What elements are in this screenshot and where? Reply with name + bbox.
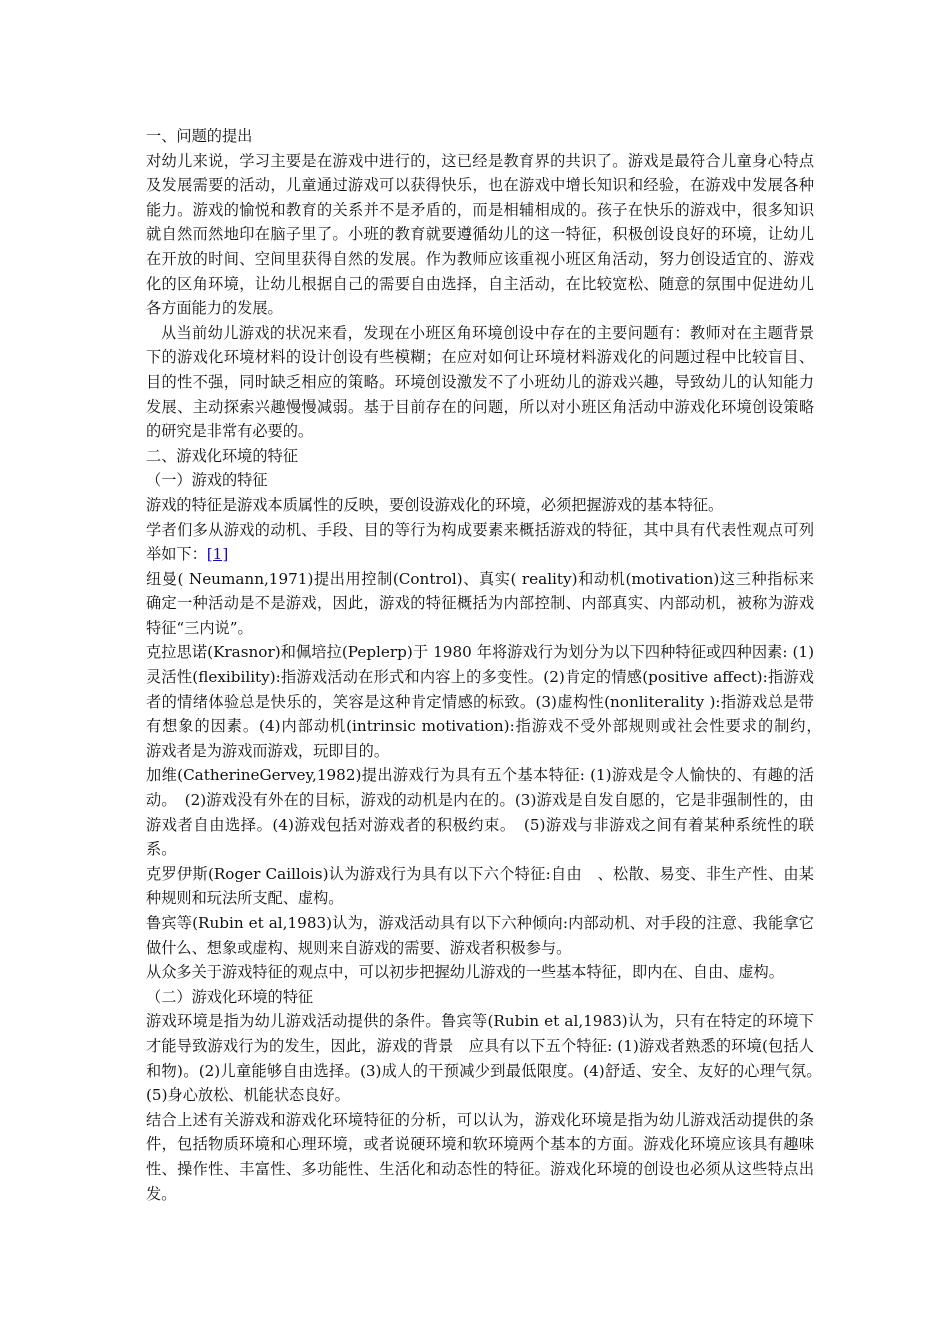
subheading-environment-features: （二）游戏化环境的特征 (146, 987, 314, 1006)
paragraph-garvey: 加维(CatherineGervey,1982)提出游戏行为具有五个基本特征: (1)游戏是令人愉快的、有趣的活动。 (2)游戏没有外在的目标，游戏的动机是内在的。(3)游戏是自发自愿的，它是非强制性的，由游戏者自由选择。(4)游戏包括对游戏者的积极约束。 (5)游戏与非游戏之间有着某种系统性的联系。 (146, 766, 814, 859)
paragraph-intro: 对幼儿来说，学习主要是在游戏中进行的，这已经是教育界的共识了。游戏是最符合儿童身心特点及发展需要的活动，儿童通过游戏可以获得快乐，也在游戏中增长知识和经验，在游戏中发展各种能力。游戏的愉悦和教育的关系并不是矛盾的，而是相辅相成的。孩子在快乐的游戏中，很多知识就自然而然地印在脑子里了。小班的教育就要遵循幼儿的这一特征，积极创设良好的环境，让幼儿在开放的时间、空间里获得自然的发展。作为教师应该重视小班区角活动，努力创设适宜的、游戏化的区角环境，让幼儿根据自己的需要自由选择，自主活动，在比较宽松、随意的氛围中促进幼儿各方面能力的发展。 (146, 151, 814, 318)
paragraph-krasnor: 克拉思诺(Krasnor)和佩培拉(Peplerp)于 1980 年将游戏行为划分为以下四种特征或四种因素: (1)灵活性(flexibility):指游戏活动在形式和内容上的多变性。(2)肯定的情感(positive affect):指游戏者的情绪体验总是快乐的，笑容是这种肯定情感的标致。(3)虚构性(nonliterality ):指游戏总是带有想象的因素。(4)内部动机(intrinsic motivation):指游戏不受外部规则或社会性要求的制约， 游戏者是为游戏而游戏，玩即目的。 (146, 643, 835, 760)
paragraph-current-status: 从当前幼儿游戏的状况来看，发现在小班区角环境创设中存在的主要问题有：教师对在主题背景下的游戏化环境材料的设计创设有些模糊；在应对如何让环境材料游戏化的问题过程中比较盲目、目的性不强，同时缺乏相应的策略。环境创设激发不了小班幼儿的游戏兴趣，导致幼儿的认知能力发展、主动探索兴趣慢慢减弱。基于目前存在的问题，所以对小班区角活动中游戏化环境创设策略的研究是非常有必要的。 (146, 323, 814, 441)
paragraph-conclusion: 结合上述有关游戏和游戏化环境特征的分析，可以认为，游戏化环境是指为幼儿游戏活动提供的条件，包括物质环境和心理环境，或者说硬环境和软环境两个基本的方面。游戏化环境应该具有趣味性、操作性、丰富性、多功能性、生活化和动态性的特征。游戏化环境的创设也必须从这些特点出发。 (146, 1110, 814, 1203)
paragraph-scholars (146, 518, 814, 567)
paragraph-game-essence: 游戏的特征是游戏本质属性的反映，要创设游戏化的环境，必须把握游戏的基本特征。 (146, 495, 724, 514)
document-body (146, 124, 835, 1206)
paragraph-scholars-text: 学者们多从游戏的动机、手段、目的等行为构成要素来概括游戏的特征，其中具有代表性观点可列举如下： (146, 520, 814, 564)
section-heading-problem: 一、问题的提出 (146, 127, 253, 145)
paragraph-game-environment: 游戏环境是指为幼儿游戏活动提供的条件。鲁宾等(Rubin et al,1983)认为，只有在特定的环境下才能导致游戏行为的发生，因此，游戏的背景 应具有以下五个特征: (1)游戏者熟悉的环境(包括人和物)。(2)儿童能够自由选择。(3)成人的干预减少到最低限度。(4)舒适、安全、友好的心理气氛。 (5)身心放松、机能状态良好。 (146, 1012, 830, 1105)
paragraph-summary-features: 从众多关于游戏特征的观点中，可以初步把握幼儿游戏的一些基本特征，即内在、自由、虚构。 (146, 963, 784, 982)
subheading-game-features: （一）游戏的特征 (146, 471, 268, 490)
section-heading-features: 二、游戏化环境的特征 (146, 446, 298, 465)
paragraph-rubin: 鲁宾等(Rubin et al,1983)认为，游戏活动具有以下六种倾向:内部动机、对手段的注意、我能拿它做什么、想象或虚构、规则来自游戏的需要、游戏者积极参与。 (146, 914, 814, 957)
paragraph-neumann: 纽曼( Neumann,1971)提出用控制(Control)、真实( reality)和动机(motivation)这三种指标来确定一种活动是不是游戏，因此，游戏的特征概括为内部控制、内部真实、内部动机，被称为游戏特征“三内说”。 (146, 569, 814, 637)
citation-link[interactable]: [1] (206, 545, 229, 564)
paragraph-caillois: 克罗伊斯(Roger Caillois)认为游戏行为具有以下六个特征:自由 、松散、易变、非生产性、由某种规则和玩法所支配、虚构。 (146, 864, 814, 908)
